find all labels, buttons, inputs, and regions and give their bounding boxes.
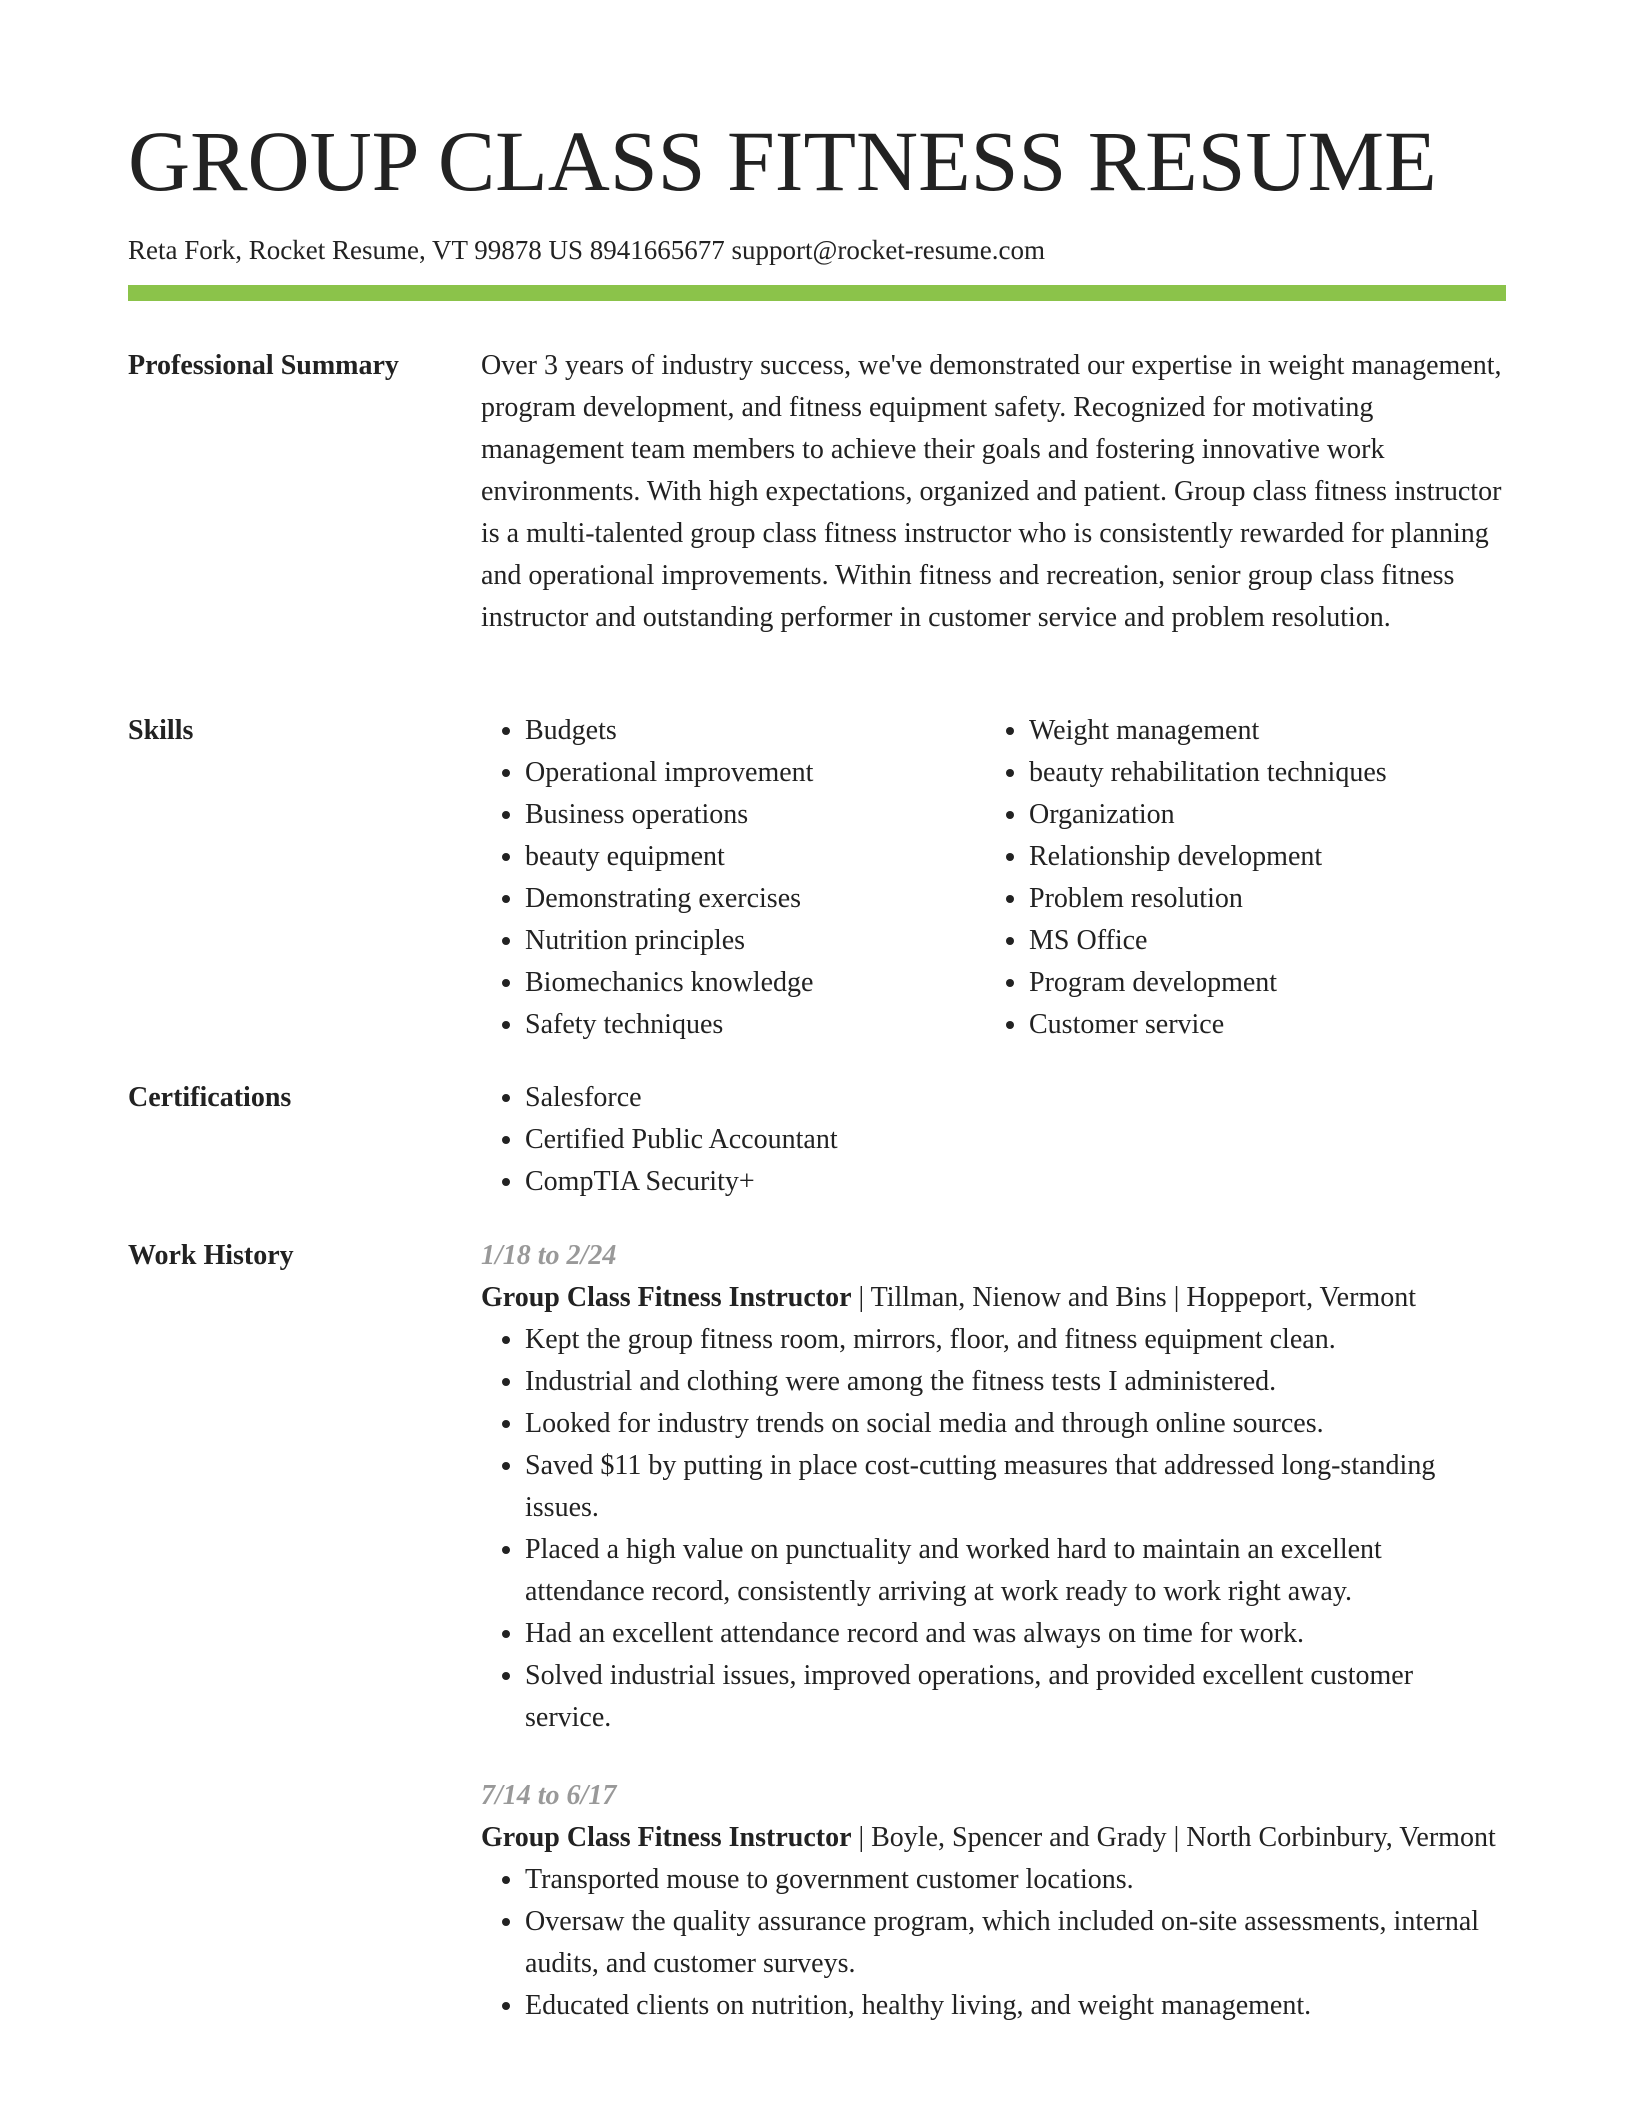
skill-item: • Organization xyxy=(1029,794,1489,836)
skill-item: • Nutrition principles xyxy=(525,920,985,962)
contact-line: Reta Fork, Rocket Resume, VT 99878 US 8941665677 support@rocket-resume.com xyxy=(128,235,1045,265)
job-bullet: • Kept the group fitness room, mirrors, floor, and fitness equipment clean. xyxy=(525,1319,1506,1361)
job-entry xyxy=(481,1775,1506,2027)
skill-item: • Problem resolution xyxy=(1029,878,1489,920)
job-details: | Boyle, Spencer and Grady | North Corbinbury, Vermont xyxy=(851,1822,1496,1853)
certifications-body xyxy=(481,1077,1506,1203)
skills-body xyxy=(481,710,1506,1046)
job-bullet: • Placed a high value on punctuality and worked hard to maintain an excellent attendance record, consistently arriving at work ready to work right away. xyxy=(525,1529,1506,1613)
job-bullet: • Industrial and clothing were among the fitness tests I administered. xyxy=(525,1361,1506,1403)
skill-item: • MS Office xyxy=(1029,920,1489,962)
skill-item: • beauty equipment xyxy=(525,836,985,878)
certification-item: • Certified Public Accountant xyxy=(525,1119,1506,1161)
skill-item: • Customer service xyxy=(1029,1004,1489,1046)
job-bullet: • Oversaw the quality assurance program, which included on-site assessments, internal audits, and customer surveys. xyxy=(525,1901,1506,1985)
skills-list-left xyxy=(481,710,985,1046)
job-title: Group Class Fitness Instructor xyxy=(481,1282,852,1313)
job-bullets xyxy=(481,1319,1506,1739)
skill-item: • Budgets xyxy=(525,710,985,752)
skill-item: • Safety techniques xyxy=(525,1004,985,1046)
skills-column-right xyxy=(985,710,1489,1046)
job-bullet: • Looked for industry trends on social media and through online sources. xyxy=(525,1403,1506,1445)
summary-text: Over 3 years of industry success, we've demonstrated our expertise in weight management, program development, and fitness equipment safety. Recognized for motivating management team members to achieve their goals and fostering innovative work environments. With high expectations, organized and patient. Group class fitness instructor is a multi-talented group class fitness instructor who is consistently rewarded for planning and operational improvements. Within fitness and recreation, senior group class fitness instructor and outstanding performer in customer service and problem resolution. xyxy=(481,350,1502,633)
job-heading xyxy=(481,1817,1506,1859)
job-dates: 7/14 to 6/17 xyxy=(481,1780,617,1811)
skill-item: • beauty rehabilitation techniques xyxy=(1029,752,1489,794)
skills-column-left xyxy=(481,710,985,1046)
skill-item: • Weight management xyxy=(1029,710,1489,752)
skill-item: • Demonstrating exercises xyxy=(525,878,985,920)
work-history-body xyxy=(481,1235,1506,2027)
job-bullet: • Educated clients on nutrition, healthy living, and weight management. xyxy=(525,1985,1506,2027)
certifications-heading: Certifications xyxy=(128,1082,292,1113)
job-bullet: • Transported mouse to government customer locations. xyxy=(525,1859,1506,1901)
job-bullets xyxy=(481,1859,1506,2027)
skill-item: • Biomechanics knowledge xyxy=(525,962,985,1004)
work-history-heading: Work History xyxy=(128,1240,294,1271)
skill-item: • Program development xyxy=(1029,962,1489,1004)
skills-heading: Skills xyxy=(128,715,194,746)
skill-item: • Business operations xyxy=(525,794,985,836)
summary-heading: Professional Summary xyxy=(128,350,399,381)
certification-item: • Salesforce xyxy=(525,1077,1506,1119)
skill-item: • Relationship development xyxy=(1029,836,1489,878)
certification-item: • CompTIA Security+ xyxy=(525,1161,1506,1203)
job-details: | Tillman, Nienow and Bins | Hoppeport, Vermont xyxy=(851,1282,1416,1313)
skill-item: • Operational improvement xyxy=(525,752,985,794)
skills-list-right xyxy=(985,710,1489,1046)
job-dates: 1/18 to 2/24 xyxy=(481,1240,617,1271)
job-bullet: • Had an excellent attendance record and was always on time for work. xyxy=(525,1613,1506,1655)
job-bullet: • Saved $11 by putting in place cost-cutting measures that addressed long-standing issues. xyxy=(525,1445,1506,1529)
accent-divider xyxy=(128,285,1506,301)
resume-title: GROUP CLASS FITNESS RESUME xyxy=(128,113,1437,209)
summary-body xyxy=(481,345,1506,639)
job-entry xyxy=(481,1235,1506,1739)
job-heading xyxy=(481,1277,1506,1319)
job-bullet: • Solved industrial issues, improved operations, and provided excellent customer service. xyxy=(525,1655,1506,1739)
certifications-list xyxy=(481,1077,1506,1203)
job-title: Group Class Fitness Instructor xyxy=(481,1822,852,1853)
